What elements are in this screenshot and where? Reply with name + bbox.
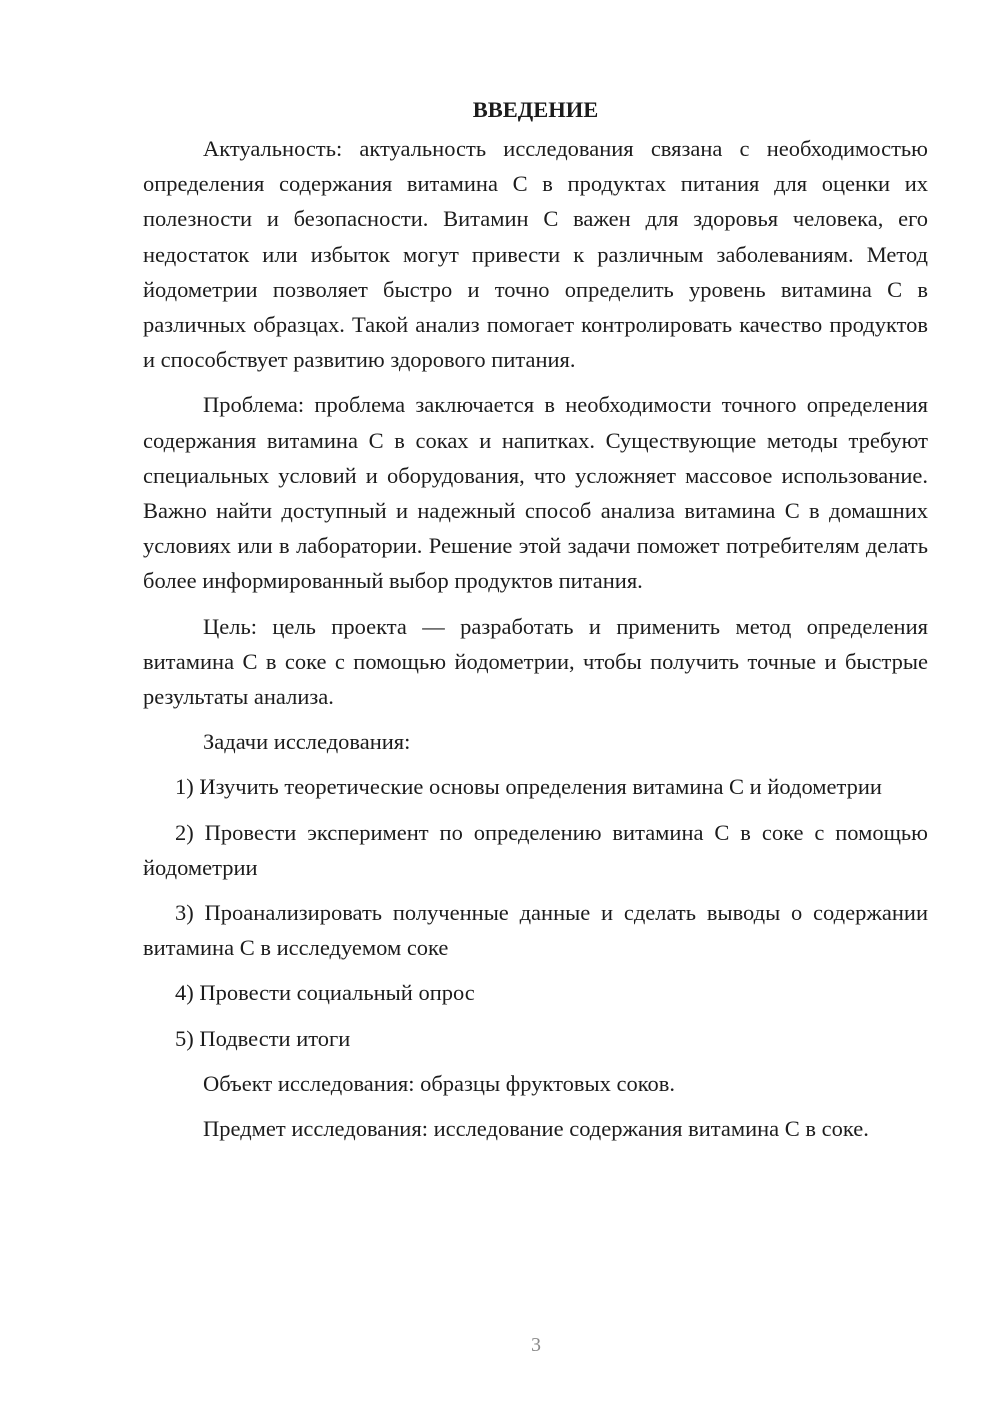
page-title: ВВЕДЕНИЕ xyxy=(472,97,599,122)
task-item-3: 3) Проанализировать полученные данные и сделать выводы о содержании витамина С в исследуемом соке xyxy=(143,900,928,961)
subject-paragraph: Предмет исследования: исследование содержания витамина С в соке. xyxy=(203,1116,869,1142)
problem-paragraph: Проблема: проблема заключается в необходимости точного определения содержания витамина С в соках и напитках. Существующие методы требуют специальных условий и оборудования, что усложняет массовое использование. Важно найти доступный и надежный способ анализа витамина С в домашних условиях или в лаборатории. Решение этой задачи поможет потребителям делать более информированный выбор продуктов питания. xyxy=(143,392,928,594)
task-item-4: 4) Провести социальный опрос xyxy=(175,980,475,1006)
task-item-5: 5) Подвести итоги xyxy=(175,1025,351,1051)
tasks-heading: Задачи исследования: xyxy=(203,729,411,755)
page-number: 3 xyxy=(531,1334,541,1356)
document-page xyxy=(143,92,928,1156)
goal-paragraph: Цель: цель проекта — разработать и применить метод определения витамина С в соке с помощью йодометрии, чтобы получить точные и быстрые результаты анализа. xyxy=(143,613,928,710)
relevance-paragraph: Актуальность: актуальность исследования связана с необходимостью определения содержания витамина С в продуктах питания для оценки их полезности и безопасности. Витамин С важен для здоровья человека, его недостаток или избыток могут привести к различным заболеваниям. Метод йодометрии позволяет быстро и точно определить уровень витамина С в различных образцах. Такой анализ помогает контролировать качество продуктов и способствует развитию здорового питания. xyxy=(143,136,928,373)
task-item-1: 1) Изучить теоретические основы определения витамина С и йодометрии xyxy=(175,774,882,800)
object-paragraph: Объект исследования: образцы фруктовых соков. xyxy=(203,1070,676,1096)
task-item-2: 2) Провести эксперимент по определению витамина С в соке с помощью йодометрии xyxy=(143,819,928,880)
